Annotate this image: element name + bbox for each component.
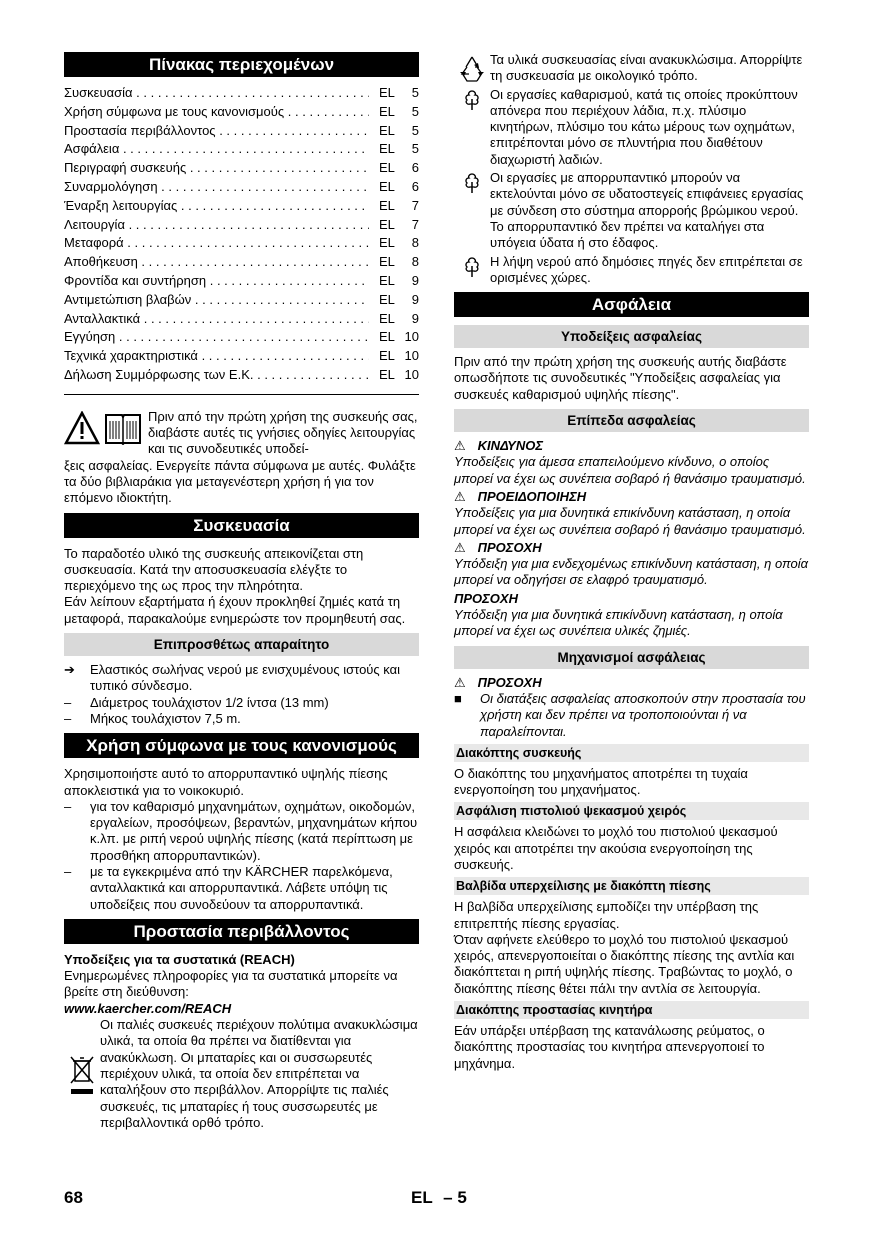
list-item: – με τα εγκεκριμένα από την KÄRCHER παρελκόμενα, ανταλλακτικά και απορρυπαντικά. Λάβετε υπόψη τις υποδείξεις που συνοδεύουν τα απορρυπαντικά. — [64, 863, 393, 912]
water-note — [454, 254, 809, 287]
toc-entry — [64, 235, 419, 254]
crossed-bin-icon — [69, 1055, 95, 1095]
motor-protection-text: Εάν υπάρξει υπέρβαση της κατανάλωσης ρεύματος, ο διακόπτης προστασίας του κινητήρα απενεργοποιεί το μηχάνημα. — [454, 1023, 765, 1071]
toc-entry-lang: EL — [369, 329, 401, 345]
toc-entry-title: Φροντίδα και συντήρηση . . . — [64, 273, 369, 289]
devices-caution-label: ⚠ ΠΡΟΣΟΧΗ — [454, 674, 542, 690]
toc-entry — [64, 179, 419, 198]
toc-entry-lang: EL — [369, 160, 401, 176]
list-item: ➔ Ελαστικός σωλήνας νερού με ενισχυμένους ιστούς και τυπικό σύνδεσμο. — [64, 662, 401, 694]
recycle-text: Τα υλικά συσκευασίας είναι ανακυκλώσιμα. Απορρίψτε τη συσκευασία με οικολογικό τρόπο. — [490, 52, 803, 84]
toc-entry-title: Συναρμολόγηση . . . — [64, 179, 369, 195]
intro-block — [64, 409, 419, 507]
dash-marker: – — [64, 798, 72, 814]
list-item: – Διάμετρος τουλάχιστον 1/2 ίντσα (13 mm) — [64, 694, 329, 710]
intended-use-text: Χρησιμοποιήστε αυτό το απορρυπαντικό υψηλής πίεσης αποκλειστικά για το νοικοκυριό. — [64, 766, 388, 798]
safety-notes-heading: Υποδείξεις ασφαλείας — [454, 325, 809, 348]
toc-entry — [64, 85, 419, 104]
toc-entry-page: 6 — [401, 179, 419, 195]
packaging-text: Το παραδοτέο υλικό της συσκευής απεικονίζεται στη συσκευασία. Κατά την αποσυσκευασία ελέγξτε το περιεχόμενο της ως προς την πληρότητα. — [64, 545, 364, 594]
toc-entry-page: 10 — [401, 367, 419, 383]
dash-marker: – — [64, 694, 72, 710]
motor-protection-heading: Διακόπτης προστασίας κινητήρα — [454, 1001, 809, 1019]
toc-entry-page: 7 — [401, 217, 419, 233]
table-of-contents — [64, 85, 419, 395]
toc-entry-page: 8 — [401, 235, 419, 251]
toc-entry-title: Προστασία περιβάλλοντος . . . — [64, 123, 369, 139]
gun-lock-text: Η ασφάλεια κλειδώνει το μοχλό του πιστολιού ψεκασμού χειρός και αποτρέπει την ακούσια ενεργοποίηση της συσκευής. — [454, 824, 778, 872]
attention-label: ΠΡΟΣΟΧΗ — [454, 590, 518, 606]
caution-text: Υπόδειξη για μια ενδεχομένως επικίνδυνη κατάσταση, η οποία μπορεί να οδηγήσει σε ελαφρό τραυματισμό. — [454, 556, 809, 588]
toc-entry-lang: EL — [369, 273, 401, 289]
toc-entry-page: 10 — [401, 348, 419, 364]
overflow-valve-heading: Βαλβίδα υπερχείλισης με διακόπτη πίεσης — [454, 877, 809, 895]
toc-entry-title: Ανταλλακτικά . . . — [64, 311, 369, 327]
toc-entry-title: Λειτουργία . . . — [64, 217, 369, 233]
reach-text: Ενημερωμένες πληροφορίες για τα συστατικά μπορείτε να βρείτε στη διεύθυνση: — [64, 968, 398, 1000]
packaging-heading: Συσκευασία — [64, 513, 419, 538]
toc-entry-lang: EL — [369, 254, 401, 270]
right-column — [454, 52, 809, 1072]
toc-entry-lang: EL — [369, 217, 401, 233]
safety-devices-heading: Μηχανισμοί ασφάλειας — [454, 646, 809, 669]
environment-heading: Προστασία περιβάλλοντος — [64, 919, 419, 944]
toc-entry — [64, 329, 419, 348]
toc-entry-lang: EL — [369, 104, 401, 120]
warning-icon: ⚠ — [454, 674, 466, 690]
warning-icon: ⚠ — [454, 438, 466, 454]
reach-url: www.kaercher.com/REACH — [64, 1000, 232, 1016]
toc-entry-page: 5 — [401, 104, 419, 120]
intended-use-heading: Χρήση σύμφωνα με τους κανονισμούς — [64, 733, 419, 758]
toc-entry-lang: EL — [369, 292, 401, 308]
page-number: 68 — [64, 1188, 83, 1207]
toc-entry — [64, 292, 419, 311]
warning-icon: ⚠ — [454, 488, 466, 504]
toc-heading: Πίνακας περιεχομένων — [64, 52, 419, 77]
safety-levels-heading: Επίπεδα ασφαλείας — [454, 409, 809, 432]
safety-heading: Ασφάλεια — [454, 292, 809, 317]
toc-entry-page: 5 — [401, 141, 419, 157]
toc-entry — [64, 217, 419, 236]
warning-triangle-icon — [64, 411, 100, 445]
tree-icon — [461, 89, 483, 111]
tree-icon — [461, 172, 483, 194]
toc-entry — [64, 348, 419, 367]
toc-entry-title: Δήλωση Συμμόρφωσης των Ε.Κ. . . . — [64, 367, 369, 383]
toc-entry-title: Χρήση σύμφωνα με τους κανονισμούς . . . — [64, 104, 369, 120]
danger-text: Υποδείξεις για άμεσα επαπειλούμενο κίνδυνο, ο οποίος μπορεί να έχει ως συνέπεια σοβαρό ή θανάσιμο τραυματισμό. — [454, 454, 806, 486]
toc-entry-title: Ασφάλεια . . . — [64, 141, 369, 157]
toc-entry-lang: EL — [369, 311, 401, 327]
detergent-note — [454, 170, 809, 251]
toc-entry-page: 7 — [401, 198, 419, 214]
tree-icon — [461, 256, 483, 278]
toc-entry-lang: EL — [369, 123, 401, 139]
reach-title: Υποδείξεις για τα συστατικά (REACH) — [64, 951, 295, 967]
packaging-text-2: Εάν λείπουν εξαρτήματα ή έχουν προκληθεί ζημιές κατά τη μεταφορά, παρακαλούμε ενημερώστε τον προμηθευτή σας. — [64, 594, 406, 626]
toc-entry-title: Μεταφορά . . . — [64, 235, 369, 251]
gun-lock-heading: Ασφάλιση πιστολιού ψεκασμού χειρός — [454, 802, 809, 820]
warning-label: ⚠ ΠΡΟΕΙΔΟΠΟΙΗΣΗ — [454, 488, 587, 504]
list-item: – για τον καθαρισμό μηχανημάτων, οχημάτων, οικοδομών, εργαλείων, προσόψεων, βεραντών, μηχανημάτων κήπου κ.λπ. με ριπή νερού υψηλής πίεσης (κατά περίπτωση με προσθήκη απορρυπαντικών). — [64, 798, 418, 863]
toc-entry — [64, 198, 419, 217]
device-switch-text: Ο διακόπτης του μηχανήματος αποτρέπει τη τυχαία ενεργοποίηση του μηχανήματος. — [454, 765, 748, 798]
intro-text-first: Πριν από την πρώτη χρήση της συσκευής σας, διαβάστε αυτές τις γνήσιες οδηγίες λειτουργίας και τις συνοδευτικές υποδεί- — [148, 408, 418, 457]
recycle-note — [454, 52, 809, 85]
toc-entry-title: Περιγραφή συσκευής . . . — [64, 160, 369, 176]
disposal-note — [64, 1017, 419, 1131]
toc-entry-lang: EL — [369, 198, 401, 214]
toc-entry-page: 5 — [401, 123, 419, 139]
toc-entry-lang: EL — [369, 235, 401, 251]
toc-entry — [64, 160, 419, 179]
list-item: – Μήκος τουλάχιστον 7,5 m. — [64, 710, 241, 726]
dash-marker: – — [64, 863, 72, 879]
overflow-valve-text-2: Όταν αφήνετε ελεύθερο το μοχλό του πιστολιού ψεκασμού χειρός, απενεργοποιείται ο διακόπτης πίεσης της αντλία και διακόπτεται η ριπή υψηλής πίεσης. Τραβώντας το μοχλό, ο διακόπτης πίεσης θέτει πάλι την αντλία σε λειτουργία. — [454, 931, 795, 996]
danger-label: ⚠ ΚΙΝΔΥΝΟΣ — [454, 438, 544, 454]
water-text: Η λήψη νερού από δημόσιες πηγές δεν επιτρέπεται σε ορισμένες χώρες. — [490, 253, 803, 285]
device-switch-heading: Διακόπτης συσκευής — [454, 744, 809, 762]
square-bullet-icon: ■ — [454, 690, 462, 706]
safety-notes-text: Πριν από την πρώτη χρήση της συσκευής αυτής διαβάστε οπωσδήποτε τις συνοδευτικές "Υποδείξεις ασφαλείας για συσκευές καθαρισμού υψηλής πίεσης". — [454, 354, 787, 402]
toc-entry-page: 9 — [401, 273, 419, 289]
left-column — [64, 52, 419, 1133]
section-page-label: EL – 5 — [411, 1188, 467, 1207]
intro-text-rest: ξεις ασφαλείας. Ενεργείτε πάντα σύμφωνα με αυτές. Φυλάξτε τα δύο βιβλιαράκια για μεταγενέστερη χρήση ή για τον επόμενο ιδιοκτήτη. — [64, 457, 416, 506]
toc-entry — [64, 123, 419, 142]
list-item: ■ Οι διατάξεις ασφαλείας αποσκοπούν στην προστασία του χρήστη και δεν πρέπει να τροποποιούνται ή να παραλείπονται. — [454, 690, 806, 739]
recycle-icon — [458, 54, 486, 82]
toc-entry-title: Αντιμετώπιση βλαβών . . . — [64, 292, 369, 308]
toc-entry-title: Έναρξη λειτουργίας . . . — [64, 198, 369, 214]
manual-book-icon — [104, 411, 142, 445]
toc-entry-title: Εγγύηση . . . — [64, 329, 369, 345]
oil-note — [454, 87, 809, 168]
toc-entry-page: 9 — [401, 311, 419, 327]
toc-entry-page: 9 — [401, 292, 419, 308]
caution-label: ⚠ ΠΡΟΣΟΧΗ — [454, 539, 542, 555]
toc-entry-page: 5 — [401, 85, 419, 101]
toc-entry-lang: EL — [369, 348, 401, 364]
toc-entry-title: Τεχνικά χαρακτηριστικά . . . — [64, 348, 369, 364]
overflow-valve-text: Η βαλβίδα υπερχείλισης εμποδίζει την υπέρβαση της επιτρεπτής πίεσης εργασίας. — [454, 899, 759, 931]
toc-entry — [64, 254, 419, 273]
toc-entry-page: 6 — [401, 160, 419, 176]
attention-text: Υπόδειξη για μια δυνητικά επικίνδυνη κατάσταση, η οποία μπορεί να έχει ως συνέπεια υλικές ζημιές. — [454, 607, 783, 639]
toc-entry — [64, 141, 419, 160]
toc-entry-lang: EL — [369, 85, 401, 101]
toc-entry-page: 8 — [401, 254, 419, 270]
warning-icon: ⚠ — [454, 539, 466, 555]
intro-icons — [64, 409, 148, 458]
detergent-text: Οι εργασίες με απορρυπαντικό μπορούν να εκτελούνται μόνο σε υδατοστεγείς επιφάνειες εργασίας με σύνδεση στο σύστημα απορροής βρώμικου νερού. Το απορρυπαντικό δεν πρέπει να καταλήγει στα υπόγεια ύδατα ή στο έδαφος. — [490, 170, 804, 251]
toc-entry — [64, 311, 419, 330]
dash-marker: – — [64, 710, 72, 726]
toc-entry-lang: EL — [369, 141, 401, 157]
toc-entry-title: Αποθήκευση . . . — [64, 254, 369, 270]
toc-entry — [64, 367, 419, 386]
warning-text: Υποδείξεις για μια δυνητικά επικίνδυνη κατάσταση, η οποία μπορεί να έχει ως συνέπεια σοβαρό ή θανάσιμο τραυματισμό. — [454, 505, 806, 537]
toc-entry-lang: EL — [369, 179, 401, 195]
toc-entry-lang: EL — [369, 367, 401, 383]
toc-entry-page: 10 — [401, 329, 419, 345]
toc-entry — [64, 104, 419, 123]
oil-text: Οι εργασίες καθαρισμού, κατά τις οποίες προκύπτουν απόνερα που περιέχουν λάδια, π.χ. πλύσιμο κινητήρων, πλύσιμο του κάτω μέρους των οχημάτων, επιτρέπονται μόνο σε πλυντήρια που διαθέτουν διαχωριστή λαδιών. — [490, 86, 798, 167]
arrow-icon: ➔ — [64, 662, 75, 678]
disposal-text: Οι παλιές συσκευές περιέχουν πολύτιμα ανακυκλώσιμα υλικά, τα οποία θα πρέπει να διατίθενται για ανακύκλωση. Οι μπαταρίες και οι συσσωρευτές περιέχουν υλικά, τα οποία δεν επιτρέπεται να καταλήξουν στο περιβάλλον. Απορρίψτε τις παλιές συσκευές, τις μπαταρίες ή τους συσσωρευτές με περιβαλλοντικά ορθό τρόπο. — [100, 1017, 418, 1130]
toc-entry-title: Συσκευασία . . . — [64, 85, 369, 101]
toc-entry — [64, 273, 419, 292]
additional-heading: Επιπροσθέτως απαραίτητο — [64, 633, 419, 656]
